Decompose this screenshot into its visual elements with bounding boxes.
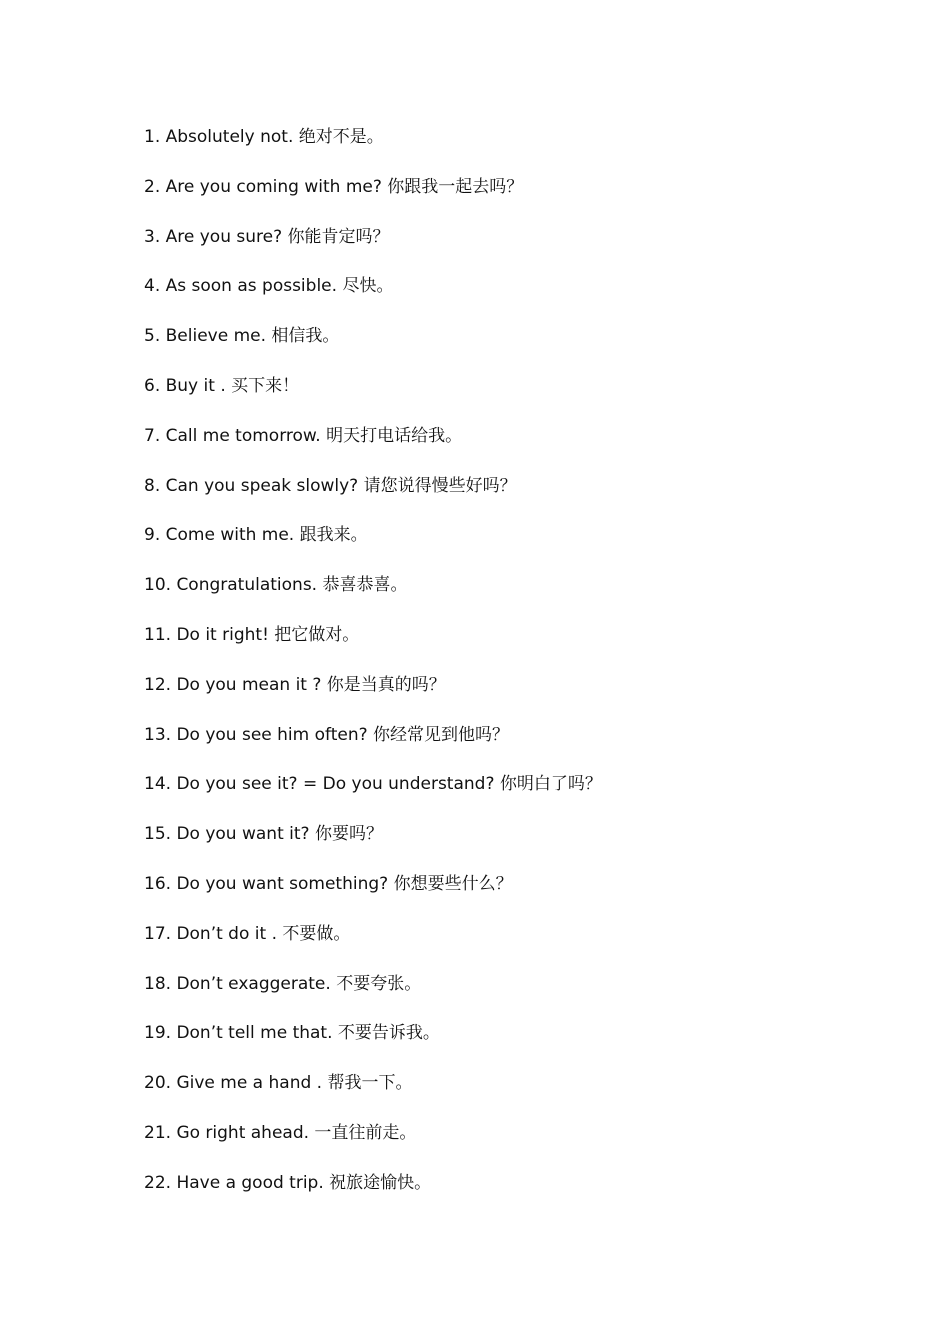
phrase-text: 16. Do you want something? 你想要些什么？ (144, 873, 513, 894)
phrase-text: 21. Go right ahead. 一直往前走。 (144, 1122, 417, 1143)
list-item (144, 522, 602, 572)
list-item (144, 323, 602, 373)
phrase-text: 14. Do you see it? = Do you understand? 你明白了吗？ (144, 774, 602, 795)
phrase-text: 15. Do you want it? 你要吗？ (144, 824, 383, 845)
list-item (144, 1120, 602, 1170)
list-item (144, 921, 602, 971)
phrase-text: 8. Can you speak slowly? 请您说得慢些好吗？ (144, 475, 517, 496)
list-item (144, 871, 602, 921)
list-item (144, 572, 602, 622)
list-item (144, 124, 602, 174)
phrase-text: 7. Call me tomorrow. 明天打电话给我。 (144, 425, 463, 446)
list-item (144, 373, 602, 423)
list-item (144, 971, 602, 1021)
phrase-text: 6. Buy it . 买下来！ (144, 375, 300, 396)
list-item (144, 722, 602, 772)
phrase-text: 2. Are you coming with me? 你跟我一起去吗？ (144, 176, 524, 197)
phrase-text: 11. Do it right! 把它做对。 (144, 624, 360, 645)
list-item (144, 1020, 602, 1070)
phrase-text: 19. Don’t tell me that. 不要告诉我。 (144, 1023, 440, 1044)
phrase-text: 13. Do you see him often? 你经常见到他吗？ (144, 724, 510, 745)
list-item (144, 423, 602, 473)
phrase-list (144, 124, 602, 1220)
list-item (144, 672, 602, 722)
list-item (144, 771, 602, 821)
list-item (144, 174, 602, 224)
phrase-text: 10. Congratulations. 恭喜恭喜。 (144, 575, 408, 596)
phrase-text: 17. Don’t do it . 不要做。 (144, 923, 351, 944)
phrase-text: 9. Come with me. 跟我来。 (144, 525, 368, 546)
list-item (144, 821, 602, 871)
list-item (144, 273, 602, 323)
list-item (144, 224, 602, 274)
list-item (144, 622, 602, 672)
phrase-text: 5. Believe me. 相信我。 (144, 326, 340, 347)
phrase-text: 12. Do you mean it ? 你是当真的吗？ (144, 674, 446, 695)
phrase-text: 1. Absolutely not. 绝对不是。 (144, 127, 384, 147)
list-item (144, 1170, 602, 1220)
list-item (144, 473, 602, 523)
phrase-text: 18. Don’t exaggerate. 不要夸张。 (144, 973, 422, 994)
phrase-text: 22. Have a good trip. 祝旅途愉快。 (144, 1172, 432, 1193)
phrase-text: 20. Give me a hand . 帮我一下。 (144, 1073, 413, 1094)
list-item (144, 1070, 602, 1120)
phrase-text: 3. Are you sure? 你能肯定吗？ (144, 226, 390, 247)
phrase-text: 4. As soon as possible. 尽快。 (144, 276, 394, 297)
